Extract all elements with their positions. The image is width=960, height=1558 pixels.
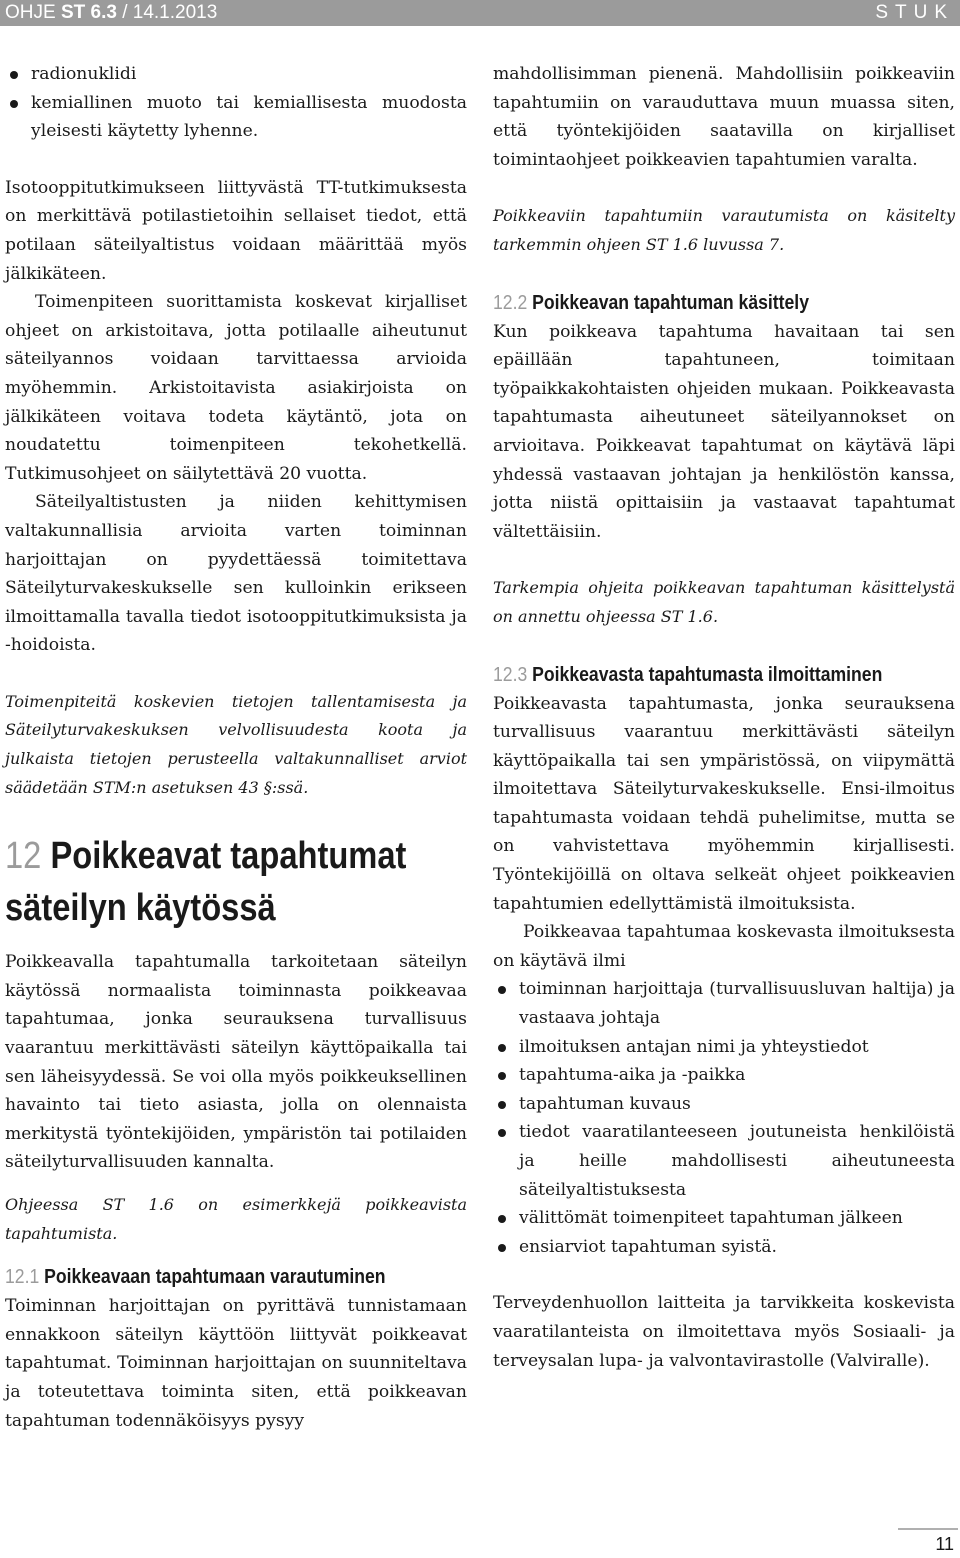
section-title: Poikkeavan tapahtuman käsittely bbox=[532, 291, 809, 314]
italic-note: Poikkeaviin tapahtumiin varautumista on käsitelty tarkemmin ohjeen ST 1.6 luvussa 7. bbox=[493, 206, 955, 254]
list-item: toiminnan harjoittaja (turvallisuusluvan haltija) ja vastaava johtaja bbox=[493, 975, 955, 1032]
section-12-1-heading bbox=[5, 1262, 471, 1292]
paragraph: Terveydenhuollon laitteita ja tarvikkeita koskevista vaaratilanteista on ilmoitettava myös Sosiaali- ja terveysalan lupa- ja valvontavirastolle (Valviralle). bbox=[493, 1293, 955, 1371]
doc-date: / 14.1.2013 bbox=[116, 2, 218, 23]
list-item: kemiallinen muoto tai kemiallisesta muodosta yleisesti käytetty lyhenne. bbox=[5, 89, 467, 146]
page-header bbox=[0, 0, 960, 26]
doc-prefix: OHJE bbox=[5, 2, 61, 23]
paragraph: Toiminnan harjoittajan on pyrittävä tunnistamaan ennakkoon säteilyn käyttöön liittyvät poikkeavat tapahtumat. Toiminnan harjoittajan on suunniteltava ja toteutettava toiminta siten, että poikkeavan tapahtuman todennäköisyys pysyy bbox=[5, 1296, 467, 1431]
section-12-3-heading bbox=[493, 660, 959, 690]
list-item: tiedot vaaratilanteeseen joutuneista henkilöistä ja heille mahdollisesti aiheutuneesta säteilyaltistuksesta bbox=[493, 1118, 955, 1204]
section-number: 12.2 bbox=[493, 291, 528, 314]
paragraph: Poikkeavasta tapahtumasta, jonka seurauksena turvallisuus vaarantuu merkittävästi säteilyn käyttöpaikalla tai sen ympäristössä, on viipymättä ilmoitettava Säteilyturvakeskukselle. Ensi-ilmoitus tapahtumasta voidaan tehdä puhelimitse, mutta se on vahvistettava myöhemmin kirjallisesti. Työntekijöillä on oltava selkeät ohjeet poikkeavien tapahtumien edellyttämistä ilmoituksista. bbox=[493, 693, 955, 914]
list-item: tapahtuma-aika ja -paikka bbox=[493, 1061, 955, 1090]
paragraph: mahdollisimman pienenä. Mahdollisiin poikkeaviin tapahtumiin on varauduttava muun muassa siten, että työntekijöiden saatavilla on kirjalliset toimintaohjeet poikkeavien tapahtumien varalta. bbox=[493, 64, 955, 170]
section-number: 12.3 bbox=[493, 663, 528, 686]
list-item: radionuklidi bbox=[5, 60, 467, 89]
section-title-line1: Poikkeavat tapahtumat bbox=[50, 835, 407, 878]
section-title: Poikkeavasta tapahtumasta ilmoittaminen bbox=[532, 663, 883, 686]
paragraph: Kun poikkeava tapahtuma havaitaan tai sen epäillään tapahtuneen, toimitaan työpaikkakohtaisten ohjeiden mukaan. Poikkeavasta tapahtumasta aiheutuneet säteilyannokset on arvioitava. Poikkeavat tapahtumat on käytävä läpi yhdessä vastaavan johtajan ja henkilöstön kanssa, jotta niistä opittaisiin ja vastaavat tapahtumat vältettäisiin. bbox=[493, 321, 955, 542]
left-column bbox=[5, 60, 467, 1435]
footer-rule bbox=[898, 1528, 958, 1530]
italic-note: Toimenpiteitä koskevien tietojen tallentamisesta ja Säteilyturvakeskuksen velvollisuudesta koota ja julkaista tietojen perusteella valtakunnalliset arviot säädetään STM:n asetuksen 43 §:ssä. bbox=[5, 691, 467, 797]
paragraph: Poikkeavaa tapahtumaa koskevasta ilmoituksesta on käytävä ilmi bbox=[493, 922, 955, 971]
paragraph: Säteilyaltistusten ja niiden kehittymisen valtakunnallisia arvioita varten toiminnan harjoittajan on pyydettäessä toimitettava Säteilyturvakeskukselle sen kulloinkin erikseen ilmoittamalla tavalla tiedot isotooppitutkimuksista ja -hoidoista. bbox=[5, 492, 467, 656]
organization-name: STUK bbox=[875, 2, 954, 23]
paragraph: Toimenpiteen suorittamista koskevat kirjalliset ohjeet on arkistoitava, jotta potilaalle aiheutunut säteilyannos voidaan tarvittaessa arvioida myöhemmin. Arkistoitavista asiakirjoista on jälkikäteen voitava todeta käytäntö, jota on noudatettu toimenpiteen tekohetkellä. Tutkimusohjeet on säilytettävä 20 vuotta. bbox=[5, 292, 467, 484]
doc-code: ST 6.3 bbox=[60, 2, 117, 23]
list-item: ensiarviot tapahtuman syistä. bbox=[493, 1233, 955, 1262]
section-number: 12.1 bbox=[5, 1266, 40, 1289]
list-item: tapahtuman kuvaus bbox=[493, 1090, 955, 1119]
right-column bbox=[493, 60, 955, 1375]
page-number: 11 bbox=[935, 1534, 954, 1554]
list-item: ilmoituksen antajan nimi ja yhteystiedot bbox=[493, 1033, 955, 1062]
italic-note: Ohjeessa ST 1.6 on esimerkkejä poikkeavista tapahtumista. bbox=[5, 1195, 467, 1243]
section-title-line2: säteilyn käytössä bbox=[5, 887, 276, 930]
section-title: Poikkeavaan tapahtumaan varautuminen bbox=[44, 1266, 386, 1289]
section-12-2-heading bbox=[493, 288, 959, 318]
section-number: 12 bbox=[5, 835, 42, 878]
top-bullet-list bbox=[5, 60, 467, 146]
section-12-heading bbox=[5, 830, 469, 934]
paragraph: Isotooppitutkimukseen liittyvästä TT-tutkimuksesta on merkittävä potilastietoihin sellaiset tiedot, että potilaan säteilyaltistus voidaan määrittää myös jälkikäteen. bbox=[5, 177, 467, 284]
italic-note: Tarkempia ohjeita poikkeavan tapahtuman käsittelystä on annettu ohjeessa ST 1.6. bbox=[493, 578, 955, 626]
list-item: välittömät toimenpiteet tapahtuman jälkeen bbox=[493, 1204, 955, 1233]
report-contents-list bbox=[493, 975, 955, 1261]
paragraph: Poikkeavalla tapahtumalla tarkoitetaan säteilyn käytössä normaalista toiminnasta poikkeavaa tapahtumaa, jonka seurauksena turvallisuus vaarantuu merkittävästi säteilyn käyttöpaikalla tai sen läheisyydessä. Se voi olla myös poikkeuksellinen havainto tai tieto asiasta, jolla on olennaista merkitystä työntekijöiden, ympäristön tai potilaiden säteilyturvallisuuden kannalta. bbox=[5, 952, 467, 1173]
document-id bbox=[5, 0, 217, 26]
